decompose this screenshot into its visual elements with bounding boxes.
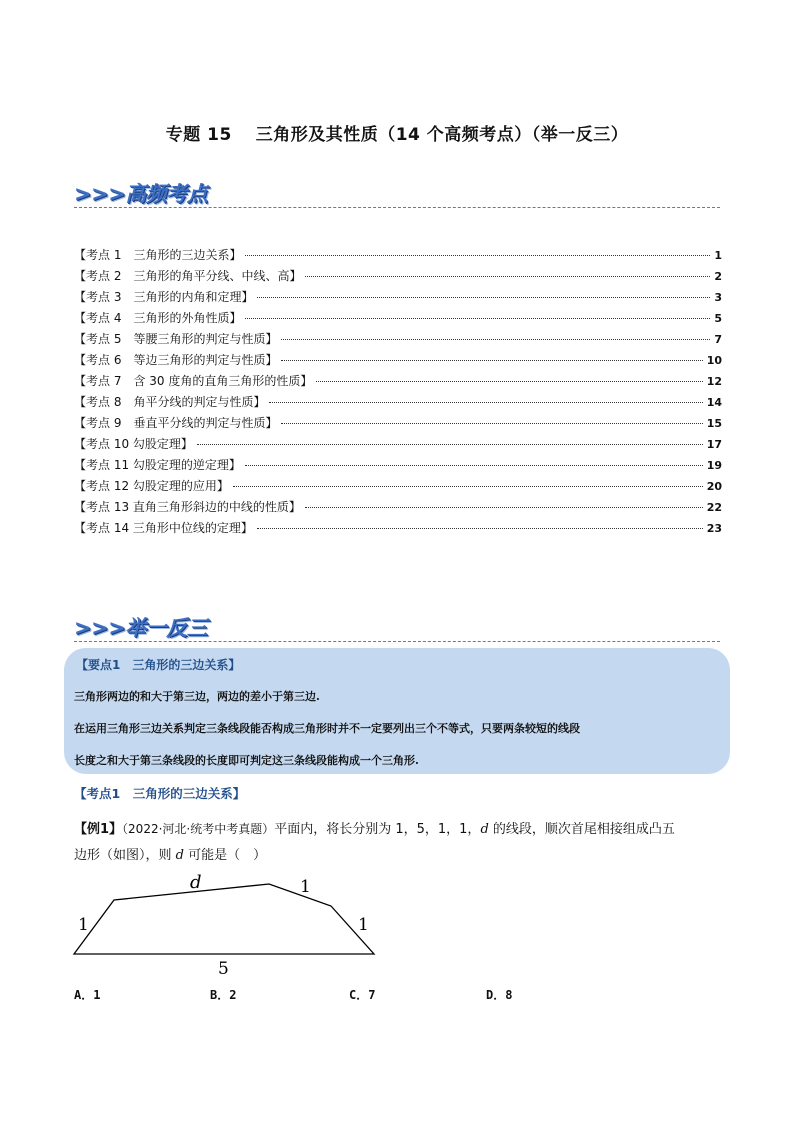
toc-label: 【考点 3 三角形的内角和定理】 bbox=[74, 290, 254, 304]
example-question bbox=[74, 816, 724, 869]
toc-entry[interactable] bbox=[74, 246, 722, 267]
toc-page-number: 23 bbox=[706, 522, 722, 535]
side-label-bottom: 5 bbox=[218, 959, 229, 979]
toc-leader bbox=[269, 402, 702, 403]
toc-page-number: 7 bbox=[714, 333, 722, 346]
option-d[interactable]: D．8 bbox=[486, 988, 513, 1002]
toc-page-number: 22 bbox=[706, 501, 722, 514]
side-label-upper-right: 1 bbox=[300, 877, 311, 897]
answer-options bbox=[74, 986, 574, 1004]
toc-page-number: 12 bbox=[706, 375, 722, 388]
key-point-box bbox=[64, 648, 730, 774]
toc-label: 【考点 2 三角形的角平分线、中线、高】 bbox=[74, 269, 302, 283]
toc-page-number: 1 bbox=[714, 249, 722, 262]
toc-leader bbox=[257, 528, 703, 529]
question-source: （2022·河北·统考中考真题） bbox=[122, 822, 275, 836]
toc-leader bbox=[305, 507, 703, 508]
toc-label: 【考点 12 勾股定理的应用】 bbox=[74, 479, 229, 493]
toc-entry[interactable] bbox=[74, 414, 722, 435]
toc-page-number: 5 bbox=[714, 312, 722, 325]
toc-entry[interactable] bbox=[74, 456, 722, 477]
toc-label: 【考点 6 等边三角形的判定与性质】 bbox=[74, 353, 278, 367]
toc-label: 【考点 9 垂直平分线的判定与性质】 bbox=[74, 416, 278, 430]
pentagon-figure bbox=[64, 866, 394, 981]
key-point-title: 【要点1 三角形的三边关系】 bbox=[76, 658, 241, 672]
pentagon-shape bbox=[74, 884, 374, 954]
toc-leader bbox=[305, 276, 710, 277]
toc-leader bbox=[233, 486, 703, 487]
toc-label: 【考点 1 三角形的三边关系】 bbox=[74, 248, 242, 262]
toc-leader bbox=[281, 423, 702, 424]
banner-divider bbox=[74, 641, 720, 642]
question-text: 边形（如图），则 bbox=[74, 848, 176, 863]
toc-page-number: 10 bbox=[706, 354, 722, 367]
variable-d: d bbox=[175, 848, 184, 863]
option-b[interactable]: B．2 bbox=[210, 988, 237, 1002]
toc-leader bbox=[281, 339, 710, 340]
toc-page-number: 2 bbox=[714, 270, 722, 283]
side-label-left: 1 bbox=[78, 915, 89, 935]
toc-label: 【考点 14 三角形中位线的定理】 bbox=[74, 521, 253, 535]
toc-entry[interactable] bbox=[74, 519, 722, 540]
toc-leader bbox=[245, 255, 710, 256]
toc-entry[interactable] bbox=[74, 372, 722, 393]
toc-label: 【考点 4 三角形的外角性质】 bbox=[74, 311, 242, 325]
question-text: 可能是（ ） bbox=[183, 848, 267, 863]
toc-entry[interactable] bbox=[74, 498, 722, 519]
side-label-top: d bbox=[190, 872, 202, 893]
toc-label: 【考点 13 直角三角形斜边的中线的性质】 bbox=[74, 500, 301, 514]
question-text: 平面内，将长分别为 1，5，1，1， bbox=[274, 822, 481, 837]
option-a[interactable]: A．1 bbox=[74, 988, 101, 1002]
toc-page-number: 20 bbox=[706, 480, 722, 493]
toc-page-number: 14 bbox=[706, 396, 722, 409]
table-of-contents bbox=[74, 246, 722, 540]
question-text: 的线段，顺次首尾相接组成凸五 bbox=[488, 822, 675, 837]
side-label-right: 1 bbox=[358, 915, 369, 935]
question-line bbox=[74, 816, 724, 843]
toc-label: 【考点 11 勾股定理的逆定理】 bbox=[74, 458, 241, 472]
key-point-line: 在运用三角形三边关系判定三条线段能否构成三角形时并不一定要列出三个不等式，只要两条较短的线段 bbox=[74, 722, 580, 735]
toc-page-number: 15 bbox=[706, 417, 722, 430]
toc-entry[interactable] bbox=[74, 288, 722, 309]
toc-page-number: 19 bbox=[706, 459, 722, 472]
toc-leader bbox=[316, 381, 702, 382]
toc-leader bbox=[245, 318, 710, 319]
variable-d: d bbox=[480, 822, 489, 837]
toc-entry[interactable] bbox=[74, 351, 722, 372]
banner-divider bbox=[74, 207, 720, 208]
exam-point-heading: 【考点1 三角形的三边关系】 bbox=[74, 786, 246, 801]
toc-leader bbox=[257, 297, 710, 298]
banner-label: >>>举一反三 bbox=[74, 616, 208, 640]
toc-label: 【考点 8 角平分线的判定与性质】 bbox=[74, 395, 266, 409]
section-banner-high-frequency bbox=[74, 178, 720, 210]
example-label: 【例1】 bbox=[74, 822, 123, 837]
toc-entry[interactable] bbox=[74, 267, 722, 288]
toc-label: 【考点 7 含 30 度角的直角三角形的性质】 bbox=[74, 374, 313, 388]
option-c[interactable]: C．7 bbox=[349, 988, 376, 1002]
toc-leader bbox=[245, 465, 703, 466]
toc-entry[interactable] bbox=[74, 393, 722, 414]
toc-entry[interactable] bbox=[74, 309, 722, 330]
toc-entry[interactable] bbox=[74, 477, 722, 498]
banner-label: >>>高频考点 bbox=[74, 182, 208, 206]
toc-page-number: 3 bbox=[714, 291, 722, 304]
key-point-line: 三角形两边的和大于第三边，两边的差小于第三边. bbox=[74, 690, 320, 703]
toc-entry[interactable] bbox=[74, 330, 722, 351]
toc-page-number: 17 bbox=[706, 438, 722, 451]
section-banner-practice bbox=[74, 612, 720, 644]
key-point-line: 长度之和大于第三条线段的长度即可判定这三条线段能构成一个三角形. bbox=[74, 754, 419, 767]
toc-leader bbox=[281, 360, 702, 361]
toc-entry[interactable] bbox=[74, 435, 722, 456]
toc-label: 【考点 5 等腰三角形的判定与性质】 bbox=[74, 332, 278, 346]
toc-label: 【考点 10 勾股定理】 bbox=[74, 437, 193, 451]
toc-leader bbox=[197, 444, 703, 445]
page-title: 专题 15 三角形及其性质（14 个高频考点）（举一反三） bbox=[165, 125, 629, 145]
